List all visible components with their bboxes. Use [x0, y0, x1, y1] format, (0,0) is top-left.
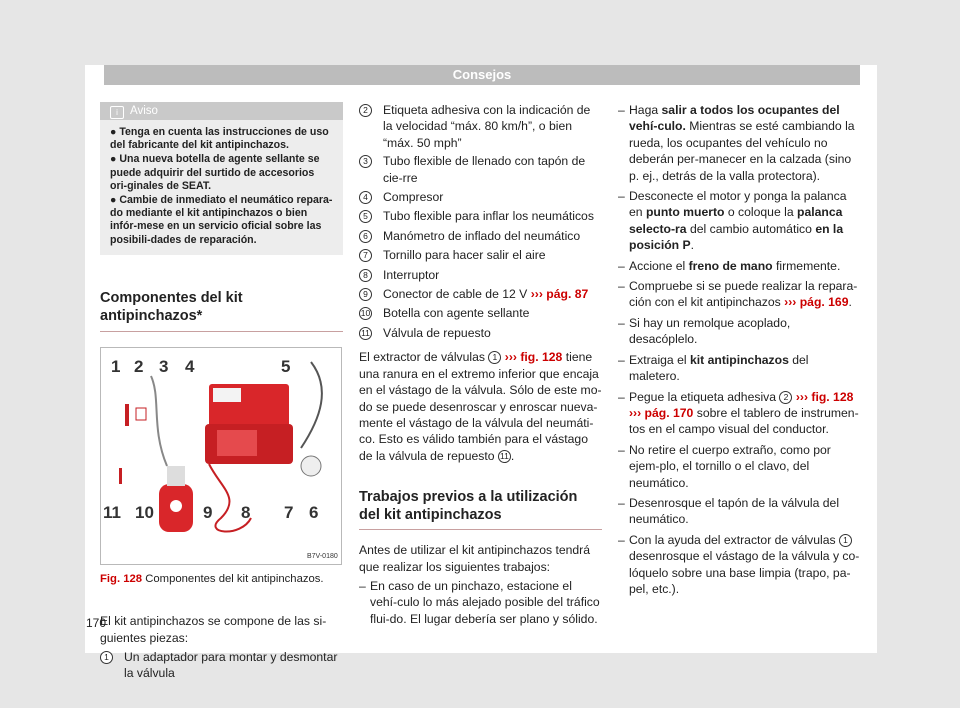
figure-ref-link[interactable]: ››› fig. 128 [795, 389, 854, 404]
component-item: 7 Tornillo para hacer salir el aire [359, 247, 602, 263]
component-item: 11 Válvula de repuesto [359, 325, 602, 341]
warning-bullet: ● Una nueva botella de agente sellante se puede adquirir del surtido de accesorios ori-ginales de SEAT. [110, 153, 320, 192]
step-item: – Desenrosque el tapón de la válvula del neumático. [618, 495, 861, 528]
step-item: – En caso de un pinchazo, estacione el vehí-culo lo más alejado posible del tráfico flui-do. El lugar debería ser plano y sólido. [359, 578, 602, 627]
callout-label: 1 [111, 356, 121, 376]
component-item: 3 Tubo flexible de llenado con tapón de cie-rre [359, 153, 602, 186]
warning-header [100, 102, 343, 120]
column-1 [100, 102, 343, 682]
page-ref-link[interactable]: ››› pág. 170 [629, 405, 694, 420]
column-3 [618, 102, 861, 601]
step-item: – Compruebe si se puede realizar la repara-ción con el kit antipinchazos ››› pág. 169. [618, 278, 861, 311]
figure-128 [100, 347, 342, 565]
component-item: 4 Compresor [359, 189, 602, 205]
page-ref-link[interactable]: ››› pág. 87 [530, 287, 589, 302]
callout-label: 5 [281, 356, 291, 376]
gauge-shape [301, 456, 321, 476]
figure-ref-link[interactable]: ››› fig. 128 [504, 350, 563, 365]
step-item: – No retire el cuerpo extraño, como por ejem-plo, el tornillo o el clavo, del neumático. [618, 442, 861, 491]
callout-label: 11 [103, 502, 121, 522]
section-header: Consejos [104, 65, 860, 85]
callout-label: 7 [284, 502, 294, 522]
callout-label: 2 [134, 356, 144, 376]
page-number: 170 [86, 616, 107, 630]
prep-intro: Antes de utilizar el kit antipinchazos tendrá que realizar los siguientes trabajos: [359, 543, 591, 574]
warning-title: Aviso [130, 105, 158, 117]
callout-label: 4 [185, 356, 195, 376]
component-item: 10 Botella con agente sellante [360, 306, 530, 321]
component-item: 2 Etiqueta adhesiva con la indicación de la velocidad “máx. 80 km/h”, o bien “máx. 50 mph” [359, 102, 602, 151]
kit-illustration [101, 348, 341, 564]
figure-caption: Fig. 128 Componentes del kit antipinchazos. [100, 572, 324, 585]
step-item: – Con la ayuda del extractor de válvulas 1 desenrosque el vástago de la válvula y co-lóquelo sobre una base limpia (trapo, pa-pel, etc.). [618, 532, 861, 598]
column-2 [359, 102, 602, 631]
warning-body [100, 120, 343, 255]
component-item: 5 Tubo flexible para inflar los neumáticos [359, 208, 602, 224]
callout-label: 8 [241, 502, 251, 522]
step-item: – Accione el freno de mano firmemente. [618, 258, 861, 274]
extractor-paragraph: El extractor de válvulas 1 ››› fig. 128 tiene una ranura en el extremo inferior que encaja en el vástago de la válvula. Sólo de este mo-do se puede desenroscar y enroscar nueva-mente el vástago de la válvula del neumáti-co. Esto es válido también para el vástago de la válvula de repuesto 11 . [359, 350, 602, 463]
warning-bullet: ● Cambie de inmediato el neumático repara-do mediante el kit antipinchazos o bien infór-mese en un servicio oficial sobre las posibili-dades de reparación. [110, 194, 333, 246]
callout-label: 10 [135, 502, 154, 522]
warning-box [100, 102, 343, 255]
page-ref-link[interactable]: ››› pág. 169 [784, 295, 849, 310]
step-item: – Si hay un remolque acoplado, desacóplelo. [618, 315, 861, 348]
step-item: – Extraiga el kit antipinchazos del maletero. [618, 352, 861, 385]
step-item: – Desconecte el motor y ponga la palanca en punto muerto o coloque la palanca selecto-ra del cambio automático en la posición P. [618, 188, 861, 254]
section-title-components: Componentes del kit antipinchazos* [100, 289, 343, 332]
callout-label: 3 [159, 356, 169, 376]
component-item: 1 Un adaptador para montar y desmontar la válvula [100, 649, 343, 682]
section-title-prep: Trabajos previos a la utilización del kit antipinchazos [359, 488, 602, 530]
step-item: – Pegue la etiqueta adhesiva 2 ››› fig. 128 ››› pág. 170 sobre el tablero de instrumen-tos en el campo visual del conductor. [618, 389, 861, 438]
component-item: 8 Interruptor [359, 267, 602, 283]
callout-label: 6 [309, 502, 319, 522]
figure-code: B7V-0180 [307, 552, 338, 560]
component-item: 6 Manómetro de inflado del neumático [359, 228, 602, 244]
warning-bullet: ● Tenga en cuenta las instrucciones de uso del fabricante del kit antipinchazos. [110, 126, 329, 152]
callout-label: 9 [203, 502, 213, 522]
info-icon: i [110, 106, 124, 119]
component-item: 9 Conector de cable de 12 V ››› pág. 87 [359, 286, 602, 302]
intro-text: El kit antipinchazos se compone de las si-guientes piezas: [100, 614, 327, 645]
step-item: – Haga salir a todos los ocupantes del vehí-culo. Mientras se esté cambiando la rueda, los ocupantes del vehículo no deberán per-manecer en la calzada (sino p. ej., detrás de la valla protectora). [618, 102, 861, 184]
